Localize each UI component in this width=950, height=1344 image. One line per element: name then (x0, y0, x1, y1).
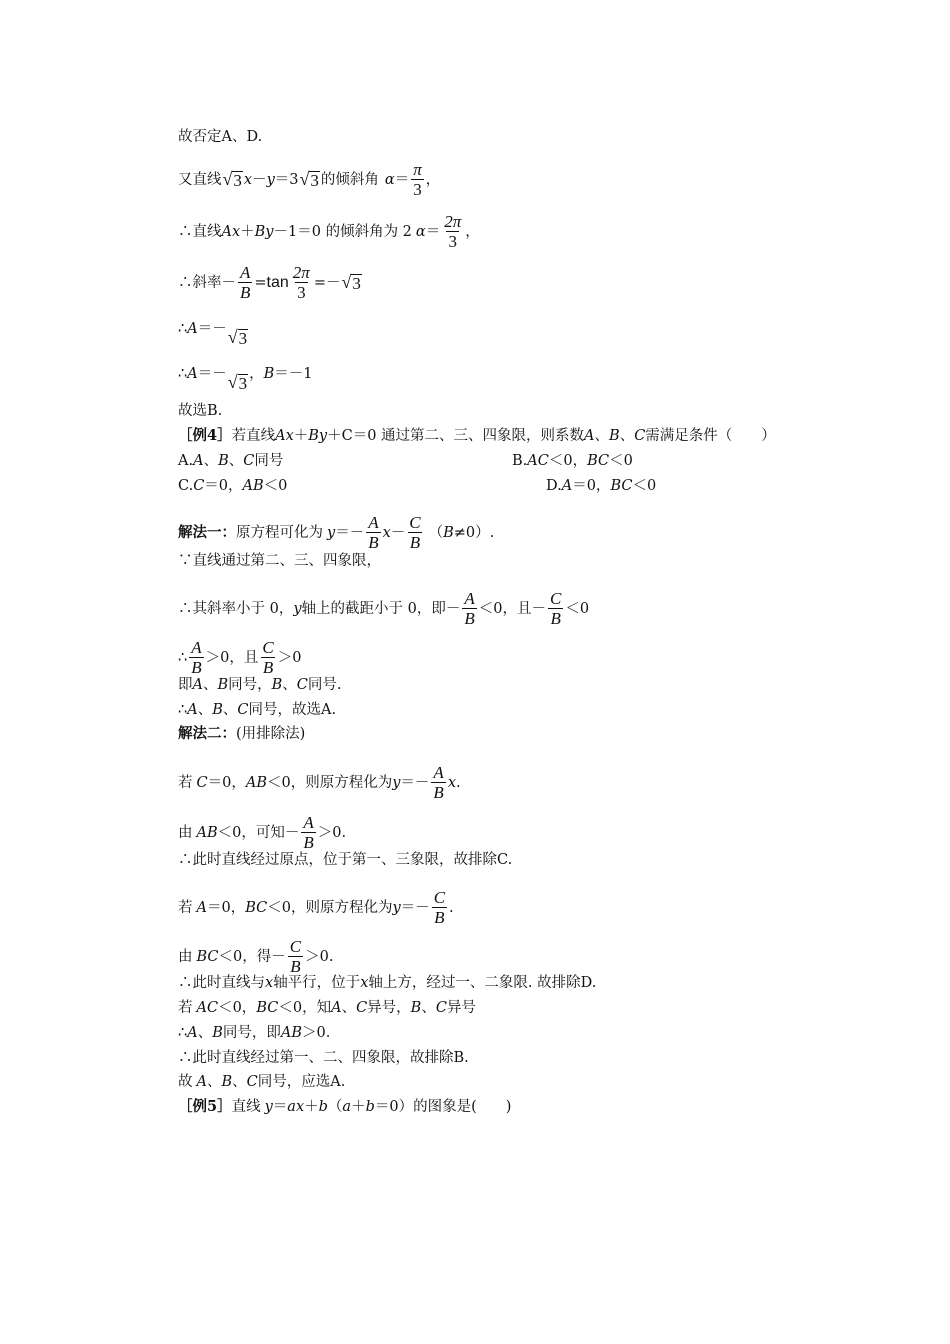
line-exclude-d: ∴此时直线与 x 轴平行，位于 x 轴上方，经过一、二象限. 故排除D. (178, 975, 597, 991)
line-case-b: 若 AC ＜0， BC ＜0，知 A 、 C 异号， B 、 C 异号 (178, 1000, 476, 1016)
fraction-pi-3: $\frac{\pi}{3}$ (413, 160, 422, 199)
line-slope-tan: ∴斜率－ $\frac{A}{B}$ = tan $\frac{2\pi}{3}$ =－ √ 3 (178, 263, 361, 302)
line-exclude-b: ∴此时直线经过第一、二、四象限，故排除B. (178, 1050, 469, 1066)
sqrt-3: √ 3 (227, 327, 248, 348)
line-a-value: ∴ A ＝－ √ 3 (178, 320, 248, 348)
line-slope-angle: 又直线 √ 3 x － y ＝3 √ 3 的倾斜角 α ＝ $\frac{\pi}{3}$ ， (178, 160, 441, 199)
solution-2-heading: 解法二： (用排除法) (178, 725, 306, 742)
var-alpha: α (384, 171, 395, 188)
sqrt-3: √ 3 (222, 169, 242, 190)
example-5-question: ［例5］ 直线 y ＝ ax ＋ b （ a ＋ b ＝0）的图象是( ) (178, 1098, 512, 1115)
sqrt-3: √ 3 (341, 272, 361, 293)
line-same-sign: 即 A 、 B 同号， B 、 C 同号. (178, 677, 342, 693)
text: 又直线 (178, 171, 222, 188)
var-x: x (243, 171, 253, 188)
line-slope-intercept: ∴其斜率小于 0， y 轴上的截距小于 0，即－ $\frac{A}{B}$ ＜0，且－ $\frac{C}{B}$ ＜0 (178, 589, 590, 628)
example-tag: ［例5］ (178, 1098, 232, 1115)
option-c: C. C ＝0， AB ＜0 (178, 478, 288, 494)
fraction-a-b: $\frac{A}{B}$ (240, 263, 251, 302)
fraction-2pi-3: $\frac{2\pi}{3}$ (444, 212, 462, 251)
line-double-angle: ∴直线 Ax ＋ By －1＝0 的倾斜角为 2 α ＝ $\frac{2\pi}{3}$ ， (178, 212, 480, 251)
option-d: D. A ＝0， BC ＜0 (546, 478, 657, 494)
fraction-2pi-3: $\frac{2\pi}{3}$ (292, 263, 310, 302)
line-quadrants: ∵直线通过第二、三、四象限， (178, 553, 381, 569)
line-a-b-values: ∴ A ＝－ √ 3 ， B ＝－1 (178, 365, 313, 393)
solution-heading: 解法一： (178, 523, 236, 541)
line-choose-a: ∴ A 、 B 、 C 同号，故选A. (178, 702, 337, 718)
line-ratios-positive: ∴ $\frac{A}{B}$ ＞0，且 $\frac{C}{B}$ ＞0 (178, 638, 302, 677)
text: 故否定A、D. (178, 129, 263, 145)
solution-heading: 解法二： (178, 725, 236, 742)
solution-1-rewrite: 解法一： 原方程可化为 y ＝－ $\frac{A}{B}$ x － $\frac{C}{B}$ （ B ≠0）. (178, 513, 495, 552)
line-case-c-derive: 由 AB ＜0，可知－ $\frac{A}{B}$ ＞0. (178, 813, 347, 852)
line-negate-ad (178, 128, 262, 146)
option-b: B. AC ＜0， BC ＜0 (512, 453, 633, 469)
line-case-d: 若 A ＝0， BC ＜0，则原方程化为 y ＝－ $\frac{C}{B}$ . (178, 888, 454, 927)
line-choose-b: 故选B. (178, 403, 223, 419)
line-ab-positive: ∴ A 、 B 同号，即 AB ＞0. (178, 1025, 331, 1041)
sqrt-3: √ 3 (227, 372, 248, 393)
line-exclude-c: ∴此时直线经过原点，位于第一、三象限，故排除C. (178, 852, 513, 868)
line-conclusion: 故 A 、 B 、 C 同号，应选A. (178, 1074, 346, 1090)
example-tag: ［例4］ (178, 427, 232, 444)
var-y: y (266, 171, 275, 188)
line-case-c: 若 C ＝0， AB ＜0，则原方程化为 y ＝－ $\frac{A}{B}$ x. (178, 763, 461, 802)
example-4-question: ［例4］ 若直线 Ax ＋ By ＋C＝0 通过第二、三、四象限，则系数 A 、 B 、 C 需满足条件（ ） (178, 427, 776, 444)
line-case-d-derive: 由 BC ＜0，得－ $\frac{C}{B}$ ＞0. (178, 937, 334, 976)
option-a: A. A 、 B 、 C 同号 (178, 453, 284, 469)
sqrt-3: √ 3 (299, 169, 319, 190)
